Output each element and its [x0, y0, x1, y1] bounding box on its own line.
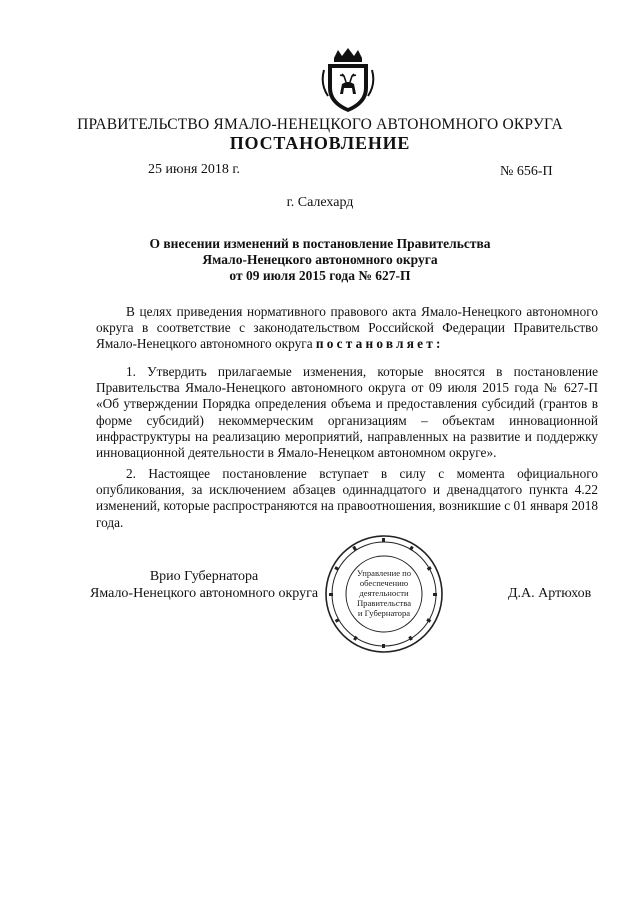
signatory-name: Д.А. Артюхов	[508, 586, 592, 601]
item-1-text: 1. Утвердить прилагаемые изменения, которые вносятся в постановление Правительства Ямало-Ненецкого автономного округа от 09 июля 2015 года № 627-П «Об утверждении Порядка определения объема и предоставления субсидий (грантов в форме субсидий) некоммерческим организациям – объектам инновационной инфраструктуры на реализацию мероприятий, направленных на развитие и поддержку инновационной деятельности в Ямало-Ненецком автономном округе».	[96, 364, 598, 461]
document-number: № 656-П	[500, 164, 553, 179]
stamp-line-1: Управление по	[356, 568, 412, 578]
stamp-line-5: и Губернатора	[357, 608, 411, 618]
document-city: г. Салехард	[286, 195, 354, 210]
organization-title: ПРАВИТЕЛЬСТВО ЯМАЛО-НЕНЕЦКОГО АВТОНОМНОГО ОКРУГА	[77, 116, 563, 133]
document-type: ПОСТАНОВЛЕНИЕ	[229, 133, 411, 153]
subject-line-2: Ямало-Ненецкого автономного округа	[202, 252, 438, 267]
preamble-text: В целях приведения нормативного правового акта Ямало-Ненецкого автономного округа в соответствие с законодательством Российской Федерации Правительство Ямало-Ненецкого автономного округа	[96, 304, 598, 352]
document-date: 25 июня 2018 г.	[148, 162, 241, 177]
item-2-text: 2. Настоящее постановление вступает в силу с момента официального опубликования, за исключением абзацев одиннадцатого и двенадцатого пункта 4.22 изменений, которые распространяются на правоотношения, возникшие с 01 января 2018 года.	[96, 466, 598, 530]
position-line-2: Ямало-Ненецкого автономного округа	[90, 586, 319, 601]
subject-line-1: О внесении изменений в постановление Правительства	[149, 236, 491, 251]
yamal-coat-of-arms-icon	[320, 48, 376, 114]
position-line-1: Врио Губернатора	[149, 569, 259, 584]
resolves-word: постановляет:	[315, 336, 444, 352]
stamp-line-2: обеспечению	[359, 578, 409, 588]
document-subject	[120, 236, 520, 284]
stamp-line-3: деятельности	[359, 588, 409, 598]
stamp-line-4: Правительства	[356, 598, 412, 608]
signatory-position	[90, 568, 318, 602]
item-2-paragraph	[96, 466, 598, 531]
preamble-paragraph	[96, 304, 598, 353]
item-1-paragraph	[96, 364, 598, 461]
stamp-text	[348, 568, 420, 618]
subject-line-3: от 09 июля 2015 года № 627-П	[229, 268, 411, 283]
